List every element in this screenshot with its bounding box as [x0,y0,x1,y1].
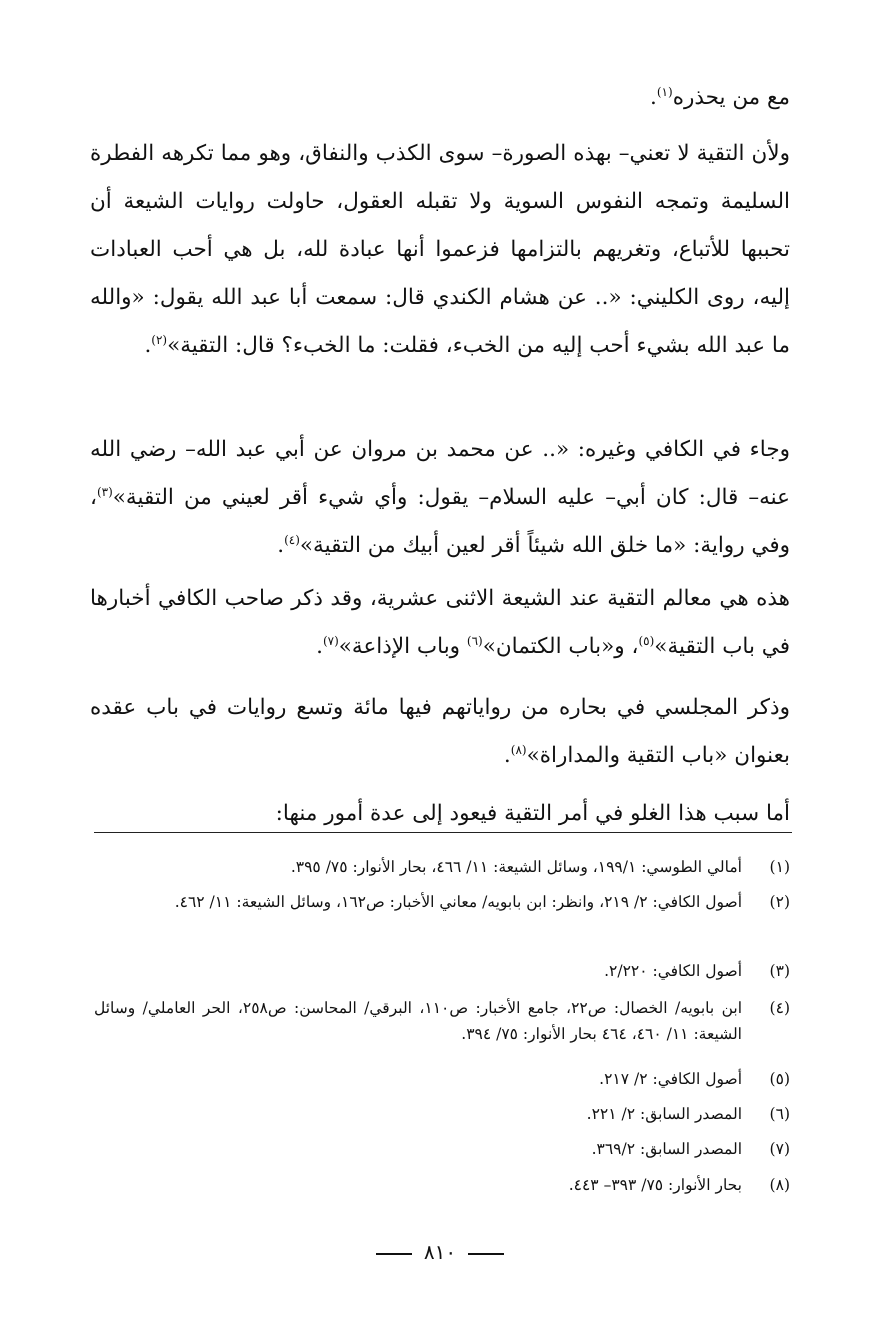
footnote-ref[interactable]: (٦) [466,633,483,648]
footnote-ref[interactable]: (٢) [151,332,168,347]
page-number [0,1238,880,1266]
footnote-text: ابن بابويه/ الخصال: ص٢٢، جامع الأخبار: ص١١٠، البرقي/ المحاسن: ص٢٥٨، الحر العاملي/ وسائل الشيعة: ١١/ ٤٦٠، ٤٦٤ بحار الأنوار: ٧٥/ ٣٩٤. [94,999,743,1043]
footnote-7 [90,1136,790,1162]
dash-right [376,1253,412,1255]
footnote-text: أصول الكافي: ٢/ ٢١٩، وانظر: ابن بابويه/ معاني الأخبار: ص١٦٢، وسائل الشيعة: ١١/ ٤٦٢. [174,893,742,911]
section-heading: أما سبب هذا الغلو في أمر التقية فيعود إلى عدة أمور منها: [275,801,790,826]
footnote-3 [90,958,790,984]
footnote-number: (٧) [769,1140,790,1158]
page-number-text: ٨١٠ [423,1240,457,1264]
footnote-text: أصول الكافي: ٢/ ٢١٧. [599,1070,742,1088]
footnote-ref[interactable]: (٧) [322,633,339,648]
footnote-text: بحار الأنوار: ٧٥/ ٣٩٣– ٤٤٣. [568,1176,742,1194]
paragraph-text: ولأن التقية لا تعني– بهذه الصورة– سوى الكذب والنفاق، وهو مما تكرهه الفطرة السليمة وتمجه النفوس السوية ولا تقبله العقول، حاولت روايات الشيعة أن تحببها للأتباع، وتغريهم بالتزامها فزعموا أنها عبادة لله، بل هي أحب العبادات إليه، روى الكليني: «.. عن هشام الكندي قال: سمعت أبا عبد الله يقول: «والله ما عبد الله بشيء أحب إليه من الخبء، فقلت: ما الخبء؟ قال: التقية» [90,141,790,358]
footnote-number: (٢) [769,893,790,911]
footnote-text: المصدر السابق: ٣٦٩/٢. [591,1140,742,1158]
footnote-ref[interactable]: (٣) [96,484,113,499]
footnote-6 [90,1101,790,1127]
footnote-4 [90,995,790,1047]
footnote-8 [90,1172,790,1198]
paragraph-text: وذكر المجلسي في بحاره من رواياتهم فيها مائة وتسع روايات في باب عقده بعنوان «باب التقية والمداراة» [90,695,790,768]
footnote-ref[interactable]: (١) [656,84,673,99]
footnote-number: (٤) [769,999,790,1017]
footnote-5 [90,1066,790,1092]
footnote-number: (٦) [769,1105,790,1123]
footnote-1 [90,854,790,880]
paragraph-2: ولأن التقية لا تعني– بهذه الصورة– سوى الكذب والنفاق، وهو مما تكرهه الفطرة السليمة وتمجه النفوس السوية ولا تقبله العقول، حاولت روايات الشيعة أن تحببها للأتباع، وتغريهم بالتزامها فزعموا أنها عبادة لله، بل هي أحب العبادات إليه، روى الكليني: «.. عن هشام الكندي قال: سمعت أبا عبد الله يقول: «والله ما عبد الله بشيء أحب إليه من الخبء، فقلت: ما الخبء؟ قال: التقية»$^{(٢)}$. [90,141,790,358]
footnote-number: (٨) [769,1176,790,1194]
paragraph-3: وجاء في الكافي وغيره: «.. عن محمد بن مروان عن أبي عبد الله– رضي الله عنه– قال: كان أبي– عليه السلام– يقول: وأي شيء أقر لعيني من التقية»$^{(٣)}$، وفي رواية: «ما خلق الله شيئاً أقر لعين أبيك من التقية»$^{(٤)}$. [90,437,790,558]
footnote-ref[interactable]: (٥) [638,633,655,648]
footnote-text: أمالي الطوسي: ١٩٩/١، وسائل الشيعة: ١١/ ٤٦٦، بحار الأنوار: ٧٥/ ٣٩٥. [290,858,742,876]
footnote-text: المصدر السابق: ٢/ ٢٢١. [586,1105,742,1123]
footnote-ref[interactable]: (٨) [510,742,527,757]
footnote-divider [94,832,792,833]
footnote-text: أصول الكافي: ٢/٢٢٠. [604,962,742,980]
paragraph-5: وذكر المجلسي في بحاره من رواياتهم فيها مائة وتسع روايات في باب عقده بعنوان «باب التقية والمداراة»$^{(٨)}$. [90,695,790,768]
dash-left [468,1253,504,1255]
paragraph-text: مع من يحذره [672,85,790,110]
paragraph-1: مع من يحذره$^{(١)}$. [650,84,790,110]
paragraph-text: وجاء في الكافي وغيره: «.. عن محمد بن مروان عن أبي عبد الله– رضي الله عنه– قال: كان أبي– عليه السلام– يقول: وأي شيء أقر لعيني من التقية» [90,437,790,510]
paragraph-4: هذه هي معالم التقية عند الشيعة الاثنى عشرية، وقد ذكر صاحب الكافي أخبارها في باب التقية»$^{(٥)}$، و«باب الكتمان»$^{(٦)}$ وباب الإذاعة»$^{(٧)}$. [90,586,790,659]
footnote-number: (١) [769,858,790,876]
footnote-ref[interactable]: (٤) [284,532,300,547]
footnote-number: (٣) [769,962,790,980]
footnote-number: (٥) [769,1070,790,1088]
footnote-2 [90,889,790,915]
paragraph-text: هذه هي معالم التقية عند الشيعة الاثنى عشرية، وقد ذكر صاحب الكافي أخبارها في باب التقية» [90,586,790,659]
